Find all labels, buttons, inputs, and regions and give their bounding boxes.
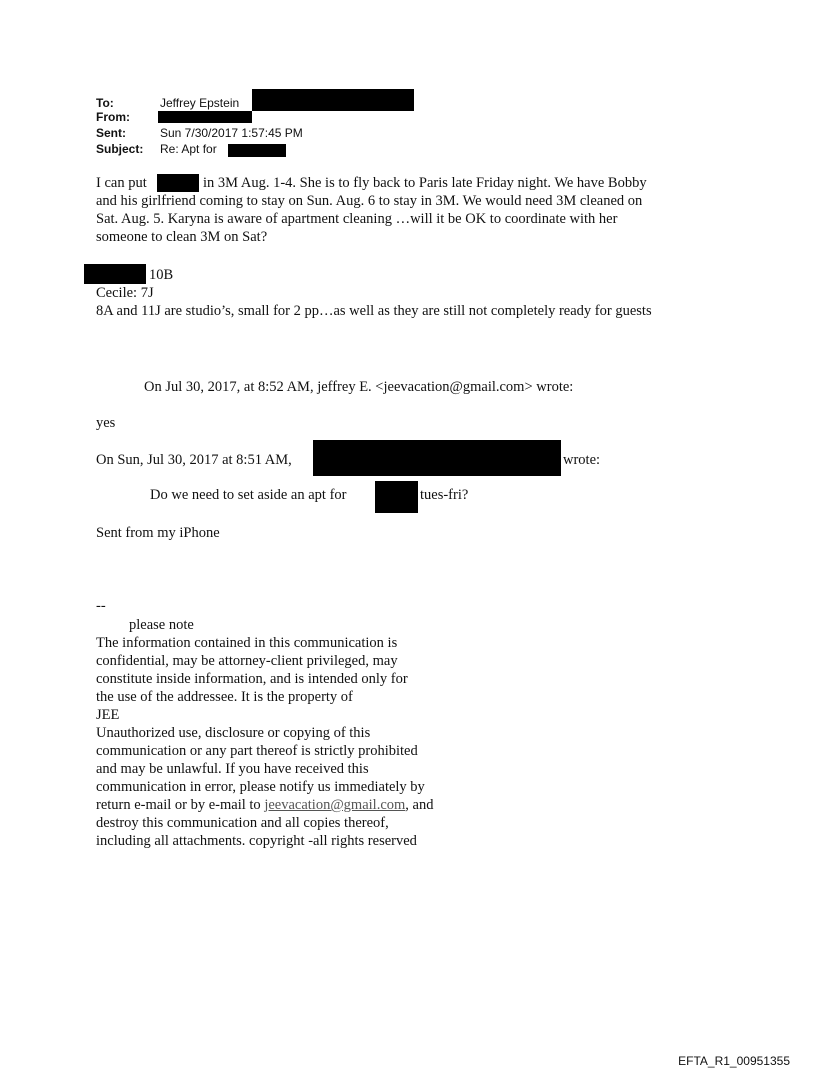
sent-label: Sent: [96,126,126,140]
to-label: To: [96,96,114,110]
apt-10b: 10B [149,267,174,283]
wrote-label: wrote: [563,452,601,468]
redaction-sender [313,440,561,476]
disclaimer-line: constitute inside information, and is intended only for [96,671,408,687]
disclaimer-line: the use of the addressee. It is the property of [96,689,353,705]
on-sun-line: On Sun, Jul 30, 2017 at 8:51 AM, [96,452,292,468]
body-line-2: and his girlfriend coming to stay on Sun. Aug. 6 to stay in 3M. We would need 3M cleaned on [96,193,643,209]
quote-header-line: On Jul 30, 2017, at 8:52 AM, jeffrey E. <jeevacation@gmail.com> wrote: [144,379,574,395]
subject-label: Subject: [96,142,144,156]
subject-value: Re: Apt for [160,142,217,156]
signature-dashes: -- [96,598,106,614]
disclaimer-line: confidential, may be attorney-client privileged, may [96,653,398,669]
cecile-line: Cecile: 7J [96,285,154,301]
body-line-1b: in 3M Aug. 1-4. She is to fly back to Paris late Friday night. We have Bobby [203,175,647,191]
disclaimer-return-line [96,796,433,814]
disclaimer-line: JEE [96,707,120,723]
redaction-subject [228,144,286,157]
redaction-body-name [157,174,199,192]
body-line-4: someone to clean 3M on Sat? [96,229,268,245]
to-value: Jeffrey Epstein [160,96,240,110]
redaction-apt-name [84,264,146,284]
return-pre-text: return e-mail or by e-mail to [96,797,261,813]
from-label: From: [96,110,130,124]
redaction-from [158,111,252,123]
disclaimer-line: communication or any part thereof is strictly prohibited [96,743,418,759]
return-post-text: , and [405,797,434,813]
disclaimer-line: communication in error, please notify us immediately by [96,779,425,795]
sent-from-line: Sent from my iPhone [96,525,220,541]
yes-line: yes [96,415,116,431]
disclaimer-line: Unauthorized use, disclosure or copying of this [96,725,371,741]
redaction-question-name [375,481,418,513]
body-line-1a: I can put [96,175,147,191]
disclaimer-destroy-line: destroy this communication and all copies thereof, [96,815,389,831]
disclaimer-including-line: including all attachments. copyright -all rights reserved [96,833,417,849]
please-note: please note [129,617,194,633]
disclaimer-line: and may be unlawful. If you have received this [96,761,369,777]
body-line-3: Sat. Aug. 5. Karyna is aware of apartment cleaning …will it be OK to coordinate with her [96,211,618,227]
email-link[interactable]: jeevacation@gmail.com [264,797,406,813]
disclaimer-line: The information contained in this communication is [96,635,398,651]
sent-value: Sun 7/30/2017 1:57:45 PM [160,126,303,140]
document-id: EFTA_R1_00951355 [678,1054,790,1068]
redaction-to [252,89,414,111]
question-line-b: tues-fri? [420,487,469,503]
studios-line: 8A and 11J are studio’s, small for 2 pp…as well as they are still not completely ready for guests [96,303,652,319]
question-line-a: Do we need to set aside an apt for [150,487,347,503]
